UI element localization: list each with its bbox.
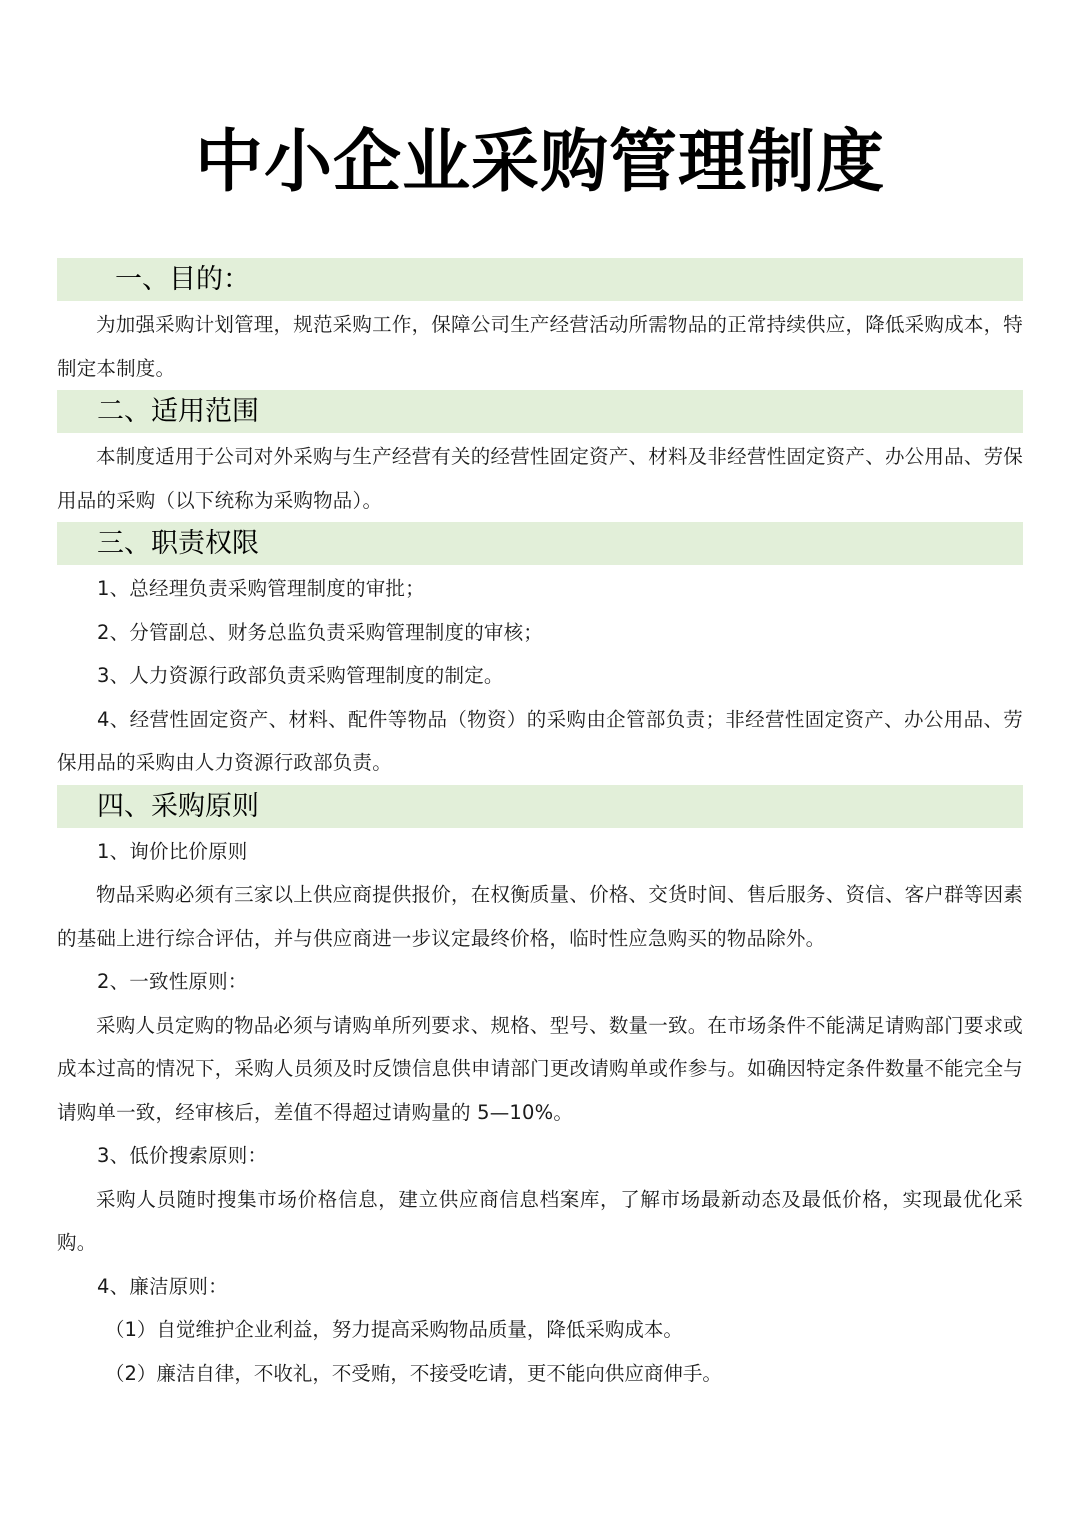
paragraph: 为加强采购计划管理，规范采购工作，保障公司生产经营活动所需物品的正常持续供应，降低采购成本，特制定本制度。	[57, 313, 1023, 380]
principle-label: 4、廉洁原则：	[97, 1274, 228, 1298]
principle-label: 2、一致性原则：	[97, 970, 248, 993]
list-item: 1、总经理负责采购管理制度的审批；	[97, 577, 425, 600]
principle-text: 物品采购必须有三家以上供应商提供报价，在权衡质量、价格、交货时间、售后服务、资信、客户群等因素的基础上进行综合评估，并与供应商进一步议定最终价格，临时性应急购买的物品除外。	[57, 883, 1023, 950]
section-heading-purpose: 一、目的：	[57, 258, 1023, 301]
principle-text: 采购人员随时搜集市场价格信息，建立供应商信息档案库，了解市场最新动态及最低价格，实现最优化采购。	[57, 1187, 1023, 1254]
list-item: 3、人力资源行政部负责采购管理制度的制定。	[97, 664, 504, 687]
list-item: 2、分管副总、财务总监负责采购管理制度的审核；	[97, 620, 544, 644]
section-heading-principles: 四、采购原则	[57, 785, 1023, 828]
principle-text: 采购人员定购的物品必须与请购单所列要求、规格、型号、数量一致。在市场条件不能满足请购部门要求或成本过高的情况下，采购人员须及时反馈信息供申请部门更改请购单或作参与。如确因特定条件数量不能完全与请购单一致，经审核后，差值不得超过请购量的 5—10%。	[57, 1013, 1023, 1124]
paragraph: 本制度适用于公司对外采购与生产经营有关的经营性固定资产、材料及非经营性固定资产、办公用品、劳保用品的采购（以下统称为采购物品）。	[57, 445, 1023, 512]
section-heading-scope: 二、适用范围	[57, 390, 1023, 433]
principle-subitem: （2）廉洁自律，不收礼，不受贿，不接受吃请，更不能向供应商伸手。	[105, 1361, 722, 1385]
document-body	[57, 258, 1023, 1395]
list-item: 4、经营性固定资产、材料、配件等物品（物资）的采购由企管部负责；非经营性固定资产、办公用品、劳保用品的采购由人力资源行政部负责。	[57, 707, 1023, 774]
principle-label: 1、询价比价原则	[97, 839, 248, 863]
principle-label: 3、低价搜索原则：	[97, 1144, 268, 1167]
section-heading-responsibilities: 三、职责权限	[57, 522, 1023, 565]
document-title: 中小企业采购管理制度	[194, 123, 885, 202]
principle-subitem: （1）自觉维护企业利益，努力提高采购物品质量，降低采购成本。	[105, 1318, 683, 1341]
